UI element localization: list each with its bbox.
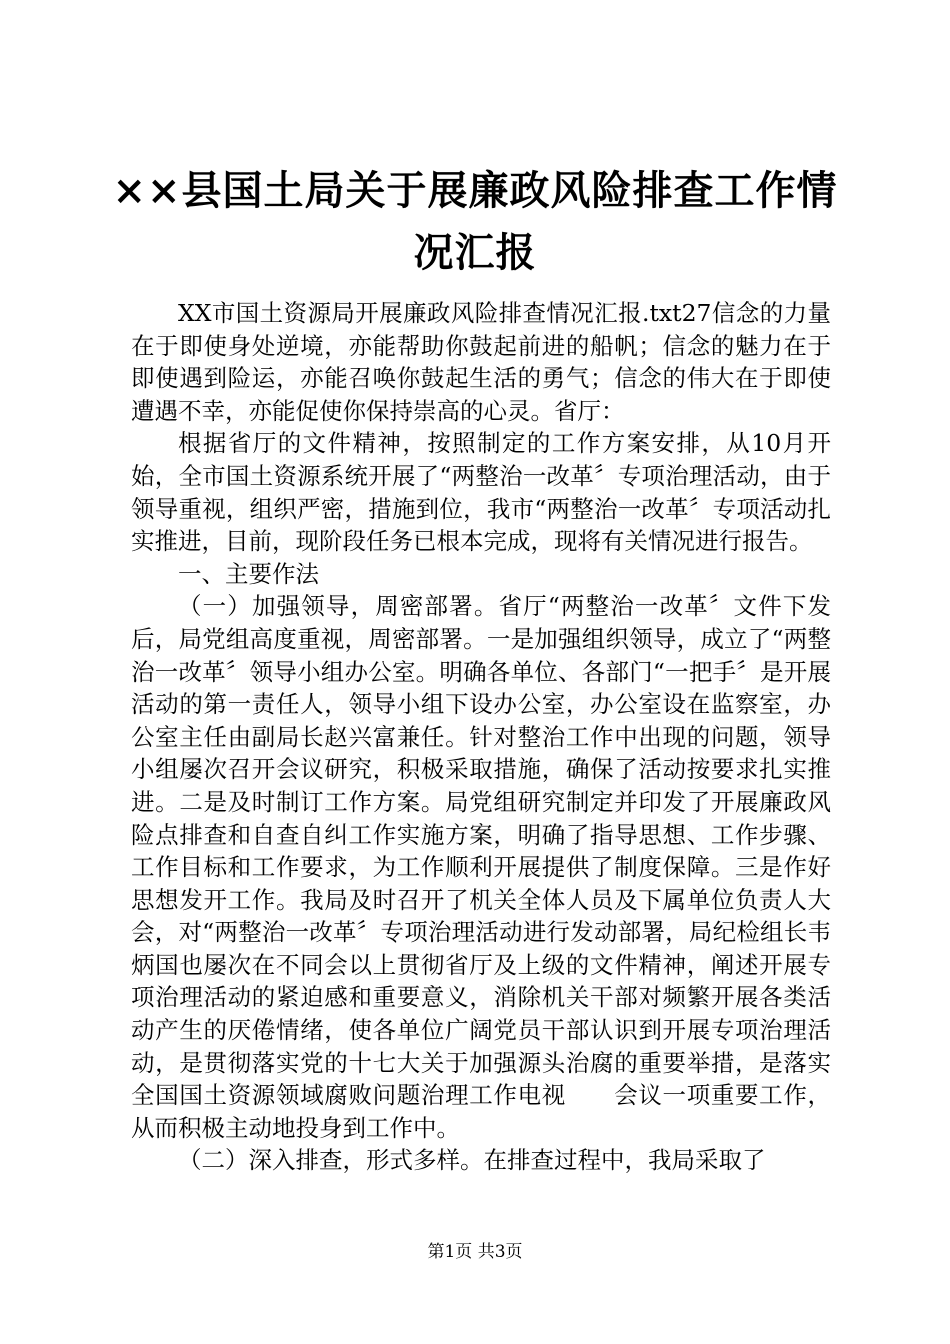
- document-body: [131, 297, 831, 1177]
- body-paragraph: （一）加强领导，周密部署。省厅“两整治一改革〞文件下发后，局党组高度重视，周密部署。一是加强组织领导，成立了“两整治一改革〞领导小组办公室。明确各单位、各部门“一把手〞是开展活动的第一责任人，领导小组下设办公室，办公室设在监察室，办公室主任由副局长赵兴富兼任。针对整治工作中出现的问题，领导小组屡次召开会议研究，积极采取措施，确保了活动按要求扎实推进。二是及时制订工作方案。局党组研究制定并印发了开展廉政风险点排查和自查自纠工作实施方案，明确了指导思想、工作步骤、工作目标和工作要求，为工作顺利开展提供了制度保障。三是作好思想发开工作。我局及时召开了机关全体人员及下属单位负责人大会，对“两整治一改革〞专项治理活动进行发动部署，局纪检组长韦炳国也屡次在不同会以上贯彻省厅及上级的文件精神，阐述开展专项治理活动的紧迫感和重要意义，消除机关干部对频繁开展各类活动产生的厌倦情绪，使各单位广阔党员干部认识到开展专项治理活动，是贯彻落实党的十七大关于加强源头治腐的重要举措，是落实全国国土资源领域腐败问题治理工作电视 会议一项重要工作，从而积极主动地投身到工作中。: [131, 592, 831, 1142]
- page-footer: 第1页 共3页: [427, 1242, 523, 1262]
- document-title: ××县国土局关于展廉政风险排查工作情况汇报: [112, 167, 838, 276]
- body-paragraph: 根据省厅的文件精神，按照制定的工作方案安排，从10月开始，全市国土资源系统开展了“两整治一改革〞专项治理活动，由于领导重视，组织严密，措施到位，我市“两整治一改革〞专项活动扎实推进，目前，现阶段任务已根本完成，现将有关情况进行报告。: [131, 429, 831, 556]
- body-paragraph: （二）深入排查，形式多样。在排查过程中，我局采取了: [178, 1146, 766, 1175]
- body-paragraph: XX市国土资源局开展廉政风险排查情况汇报.txt27信念的力量在于即使身处逆境，亦能帮助你鼓起前进的船帆；信念的魅力在于即使遇到险运，亦能召唤你鼓起生活的勇气；信念的伟大在于即使遭遇不幸，亦能促使你保持崇高的心灵。省厅：: [131, 299, 831, 425]
- section-heading: 一、主要作法: [178, 559, 319, 588]
